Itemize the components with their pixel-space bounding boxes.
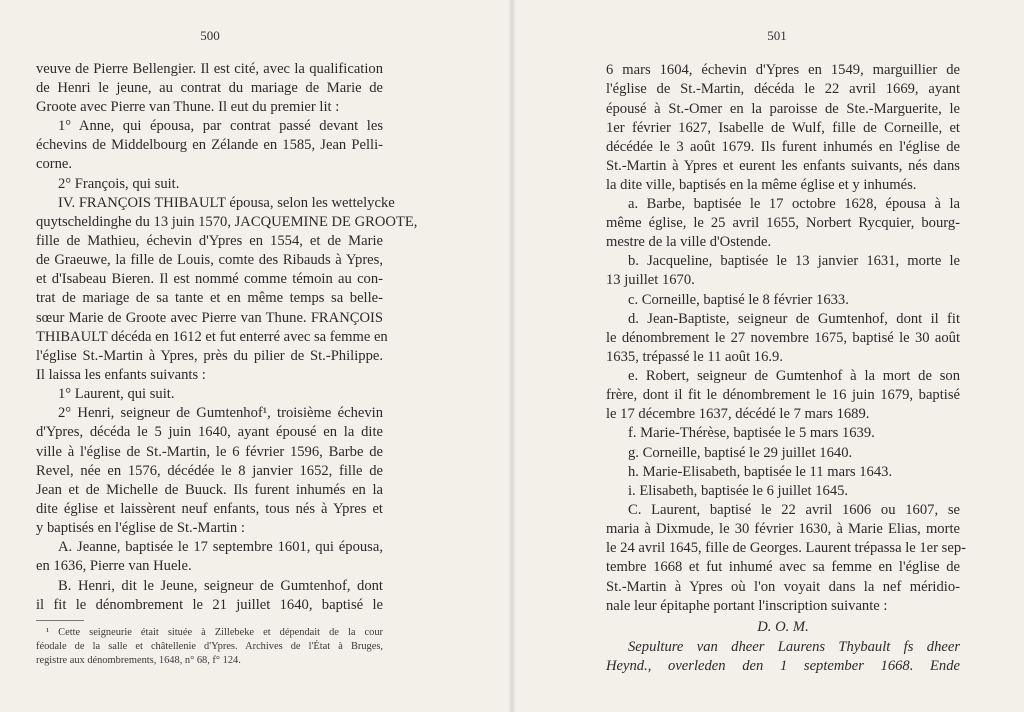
text-line: maria à Dixmude, le 30 février 1630, à Marie Elias, morte <box>606 521 960 537</box>
text-line: h. Marie-Elisabeth, baptisée le 11 mars 1643. <box>628 464 893 480</box>
text-line: veuve de Pierre Bellengier. Il est cité, avec la qualification <box>36 61 383 77</box>
epitaph-line: Heynd., overleden den 1 september 1668. Ende <box>606 658 960 674</box>
text-line: a. Barbe, baptisée le 17 octobre 1628, épousa à la <box>628 196 960 212</box>
text-line: la dite ville, baptisés en la même église et y inhumés. <box>606 177 917 193</box>
text-line: nale leur épitaphe portant l'inscription suivante : <box>606 598 888 614</box>
text-line: St.-Martin à Ypres et eurent les enfants suivants, nés dans <box>606 158 960 174</box>
text-line: St.-Martin à Ypres où l'on voyait dans la nef méridio- <box>606 579 960 595</box>
text-line: C. Laurent, baptisé le 22 avril 1606 ou 1607, se <box>628 502 960 518</box>
text-line: en 1636, Pierre van Huele. <box>36 558 192 574</box>
left-page <box>0 0 509 712</box>
text-line: même église, le 25 avril 1655, Norbert Rycquier, bourg- <box>606 215 960 231</box>
text-line: Jean et de Michelle de Buuck. Ils furent inhumés en la <box>36 482 383 498</box>
text-line: de Graeuwe, la fille de Louis, comte des Ribauds à Ypres, <box>36 252 383 268</box>
text-line: 1635, trépassé le 11 août 16.9. <box>606 349 783 365</box>
text-line: il fit le dénombrement le 21 juillet 1640, baptisé le <box>36 597 383 613</box>
text-line: l'église St.-Martin à Ypres, près du pilier de St.-Philippe. <box>36 348 383 364</box>
text-line: 6 mars 1604, échevin d'Ypres en 1549, marguillier de <box>606 62 960 78</box>
text-line: d'Ypres, décéda le 5 juin 1640, ayant épousé en la dite <box>36 424 383 440</box>
text-line: ville à l'église de St.-Martin, le 6 février 1596, Barbe de <box>36 444 383 460</box>
text-line: c. Corneille, baptisé le 8 février 1633. <box>628 292 849 308</box>
text-line: 2° François, qui suit. <box>58 176 180 192</box>
text-line: épousé à St.-Omer en la paroisse de Ste.-Marguerite, le <box>606 101 960 117</box>
text-line: le 24 avril 1645, fille de Georges. Laurent trépassa le 1er sep- <box>606 540 966 556</box>
text-line: le 17 décembre 1637, décédé le 7 mars 1689. <box>606 406 870 422</box>
text-line: mestre de la ville d'Ostende. <box>606 234 772 250</box>
text-line: tembre 1668 et fut inhumé avec sa femme en l'église de <box>606 559 960 575</box>
text-line: THIBAULT décéda en 1612 et fut enterré avec sa femme en <box>36 329 388 345</box>
page-number: 501 <box>767 28 787 43</box>
text-line: 2° Henri, seigneur de Gumtenhof¹, troisième échevin <box>58 405 383 421</box>
text-line: 1° Anne, qui épousa, par contrat passé devant les <box>58 118 383 134</box>
text-line: IV. FRANÇOIS THIBAULT épousa, selon les wettelycke <box>58 195 395 211</box>
text-line: frère, dont il fit le dénombrement le 16 juin 1679, baptisé <box>606 387 960 403</box>
text-line: et d'Isabeau Bieren. Il est nommé comme témoin au con- <box>36 271 383 287</box>
text-line: y baptisés en l'église de St.-Martin : <box>36 520 245 536</box>
text-line: l'église de St.-Martin, décéda le 22 avril 1669, ayant <box>606 81 960 97</box>
footnote-line: féodale de la salle et châtellenie d'Ypres. Archives de l'État à Bruges, <box>36 641 383 652</box>
text-line: i. Elisabeth, baptisée le 6 juillet 1645. <box>628 483 849 499</box>
text-line: 13 juillet 1670. <box>606 272 695 288</box>
text-line: 1° Laurent, qui suit. <box>58 386 175 402</box>
text-line: le dénombrement le 27 novembre 1675, baptisé le 30 août <box>606 330 960 346</box>
text-line: fille de Mathieu, échevin d'Ypres en 1554, et de Marie <box>36 233 383 249</box>
epitaph-heading: D. O. M. <box>757 619 809 635</box>
text-line: d. Jean-Baptiste, seigneur de Gumtenhof, dont il fit <box>628 311 960 327</box>
text-line: b. Jacqueline, baptisée le 13 janvier 1631, morte le <box>628 253 960 269</box>
text-line: Revel, née en 1576, décédée le 8 janvier 1652, fille de <box>36 463 383 479</box>
text-line: g. Corneille, baptisé le 29 juillet 1640. <box>628 445 853 461</box>
text-line: e. Robert, seigneur de Gumtenhof à la mort de son <box>628 368 960 384</box>
text-line: 1er février 1627, Isabelle de Wulf, fille de Corneille, et <box>606 120 960 136</box>
text-line: A. Jeanne, baptisée le 17 septembre 1601, qui épousa, <box>58 539 383 555</box>
footnote-rule <box>36 620 84 621</box>
text-line: sœur Marie de Groote avec Pierre van Thune. FRANÇOIS <box>36 310 383 326</box>
text-line: de Henri le jeune, au contrat du mariage de Marie de <box>36 80 383 96</box>
page-number: 500 <box>200 28 220 43</box>
text-line: dite église et laissèrent neuf enfants, tous nés à Ypres et <box>36 501 383 517</box>
text-line: corne. <box>36 156 73 172</box>
footnote-line: ¹ Cette seigneurie était située à Zillebeke et dépendait de la cour <box>46 627 383 638</box>
text-line: Il laissa les enfants suivants : <box>36 367 206 383</box>
epitaph-line: Sepulture van dheer Laurens Thybault fs dheer <box>628 639 960 655</box>
text-line: f. Marie-Thérèse, baptisée le 5 mars 1639. <box>628 425 875 441</box>
text-line: échevins de Middelbourg en Zélande en 1585, Jean Pelli- <box>36 137 383 153</box>
text-line: Groote avec Pierre van Thune. Il eut du premier lit : <box>36 99 340 115</box>
text-line: décédée le 3 août 1679. Ils furent inhumés en l'église de <box>606 139 960 155</box>
right-page <box>515 0 1024 712</box>
text-line: quytscheldinghe du 13 juin 1570, JACQUEMINE DE GROOTE, <box>36 214 418 230</box>
text-line: trat de mariage de sa tante et en même temps sa belle- <box>36 290 383 306</box>
text-line: B. Henri, dit le Jeune, seigneur de Gumtenhof, dont <box>58 578 383 594</box>
footnote-line: registre aux dénombrements, 1648, n° 68, f° 124. <box>36 655 241 666</box>
